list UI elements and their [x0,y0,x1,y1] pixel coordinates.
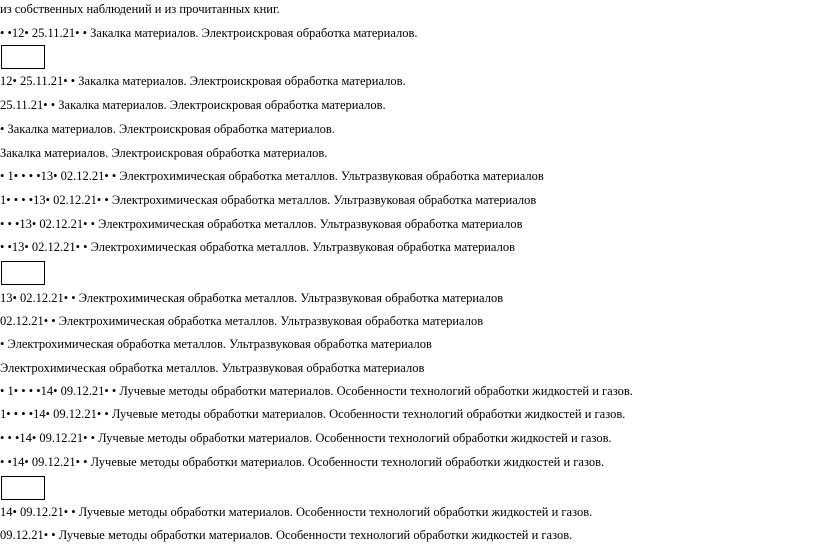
empty-table-cell [1,476,45,500]
text-line: 12• 25.11.21• • Закалка материалов. Электроискровая обработка материалов. [0,74,406,88]
text-line: • • •13• 02.12.21• • Электрохимическая обработка металлов. Ультразвуковая обработка материалов [0,217,523,231]
text-line: Электрохимическая обработка металлов. Ультразвуковая обработка материалов [0,361,425,375]
text-line: • •12• 25.11.21• • Закалка материалов. Электроискровая обработка материалов. [0,26,418,40]
empty-table-cell [1,261,45,285]
text-line: 1• • • •14• 09.12.21• • Лучевые методы обработки материалов. Особенности технологий обработки жидкостей и газов. [0,407,626,421]
text-line: 25.11.21• • Закалка материалов. Электроискровая обработка материалов. [0,98,386,112]
text-line: 14• 09.12.21• • Лучевые методы обработки материалов. Особенности технологий обработки жидкостей и газов. [0,505,593,519]
text-line: 09.12.21• • Лучевые методы обработки материалов. Особенности технологий обработки жидкостей и газов. [0,528,573,542]
text-line: • •13• 02.12.21• • Электрохимическая обработка металлов. Ультразвуковая обработка материалов [0,240,515,254]
text-line: 13• 02.12.21• • Электрохимическая обработка металлов. Ультразвуковая обработка материалов [0,291,504,305]
text-line: 02.12.21• • Электрохимическая обработка металлов. Ультразвуковая обработка материалов [0,314,484,328]
text-line: Закалка материалов. Электроискровая обработка материалов. [0,146,328,160]
text-line: • Электрохимическая обработка металлов. Ультразвуковая обработка материалов [0,337,432,351]
text-line: • Закалка материалов. Электроискровая обработка материалов. [0,122,335,136]
empty-table-cell [1,45,45,69]
text-line: • 1• • • •13• 02.12.21• • Электрохимическая обработка металлов. Ультразвуковая обработка материалов [0,169,544,183]
text-line: • • •14• 09.12.21• • Лучевые методы обработки материалов. Особенности технологий обработки жидкостей и газов. [0,431,612,445]
text-line: • •14• 09.12.21• • Лучевые методы обработки материалов. Особенности технологий обработки жидкостей и газов. [0,455,605,469]
text-line: 1• • • •13• 02.12.21• • Электрохимическая обработка металлов. Ультразвуковая обработка материалов [0,193,537,207]
text-line: • 1• • • •14• 09.12.21• • Лучевые методы обработки материалов. Особенности технологий обработки жидкостей и газов. [0,384,633,398]
text-line: из собственных наблюдений и из прочитанных книг. [0,2,280,16]
